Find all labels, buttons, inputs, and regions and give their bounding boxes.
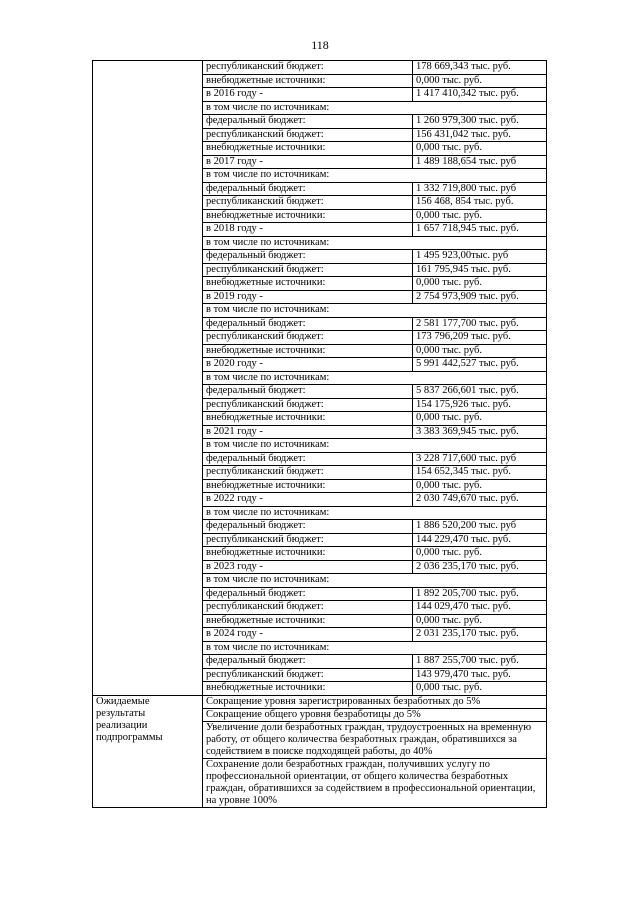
funding-amount-cell: 144 229,470 тыс. руб. [413,533,547,547]
funding-source-cell: в том числе по источникам: [203,101,547,115]
funding-amount-cell: 0,000 тыс. руб. [413,209,547,223]
funding-source-cell: республиканский бюджет: [203,466,413,480]
funding-source-cell: внебюджетные источники: [203,277,413,291]
funding-source-cell: федеральный бюджет: [203,250,413,264]
funding-amount-cell: 1 332 719,800 тыс. руб [413,182,547,196]
funding-amount-cell: 2 031 235,170 тыс. руб. [413,628,547,642]
funding-amount-cell: 144 029,470 тыс. руб. [413,601,547,615]
funding-source-cell: республиканский бюджет: [203,61,413,75]
funding-amount-cell: 154 652,345 тыс. руб. [413,466,547,480]
funding-amount-cell: 1 886 520,200 тыс. руб [413,520,547,534]
funding-source-cell: федеральный бюджет: [203,452,413,466]
funding-source-cell: внебюджетные источники: [203,614,413,628]
expected-result-item: Сохранение доли безработных граждан, получивших услугу по профессиональной ориентации, от общего количества безработных граждан, обратившихся за содействием в профессиональной ориентации, на уровне 100% [203,758,547,807]
funding-amount-cell: 5 991 442,527 тыс. руб. [413,358,547,372]
funding-source-cell: внебюджетные источники: [203,74,413,88]
funding-amount-cell: 1 657 718,945 тыс. руб. [413,223,547,237]
funding-source-cell: в том числе по источникам: [203,439,547,453]
funding-source-cell: федеральный бюджет: [203,587,413,601]
funding-amount-cell: 0,000 тыс. руб. [413,682,547,696]
funding-source-cell: внебюджетные источники: [203,209,413,223]
funding-amount-cell: 1 495 923,00тыс. руб [413,250,547,264]
financing-label-cell [93,61,203,696]
funding-amount-cell: 1 887 255,700 тыс. руб. [413,655,547,669]
funding-source-cell: в том числе по источникам: [203,641,547,655]
funding-amount-cell: 0,000 тыс. руб. [413,277,547,291]
funding-source-cell: в том числе по источникам: [203,304,547,318]
funding-amount-cell: 2 036 235,170 тыс. руб. [413,560,547,574]
funding-amount-cell: 2 754 973,909 тыс. руб. [413,290,547,304]
funding-source-cell: внебюджетные источники: [203,547,413,561]
funding-source-cell: федеральный бюджет: [203,115,413,129]
funding-amount-cell: 2 581 177,700 тыс. руб. [413,317,547,331]
funding-source-cell: в 2022 году - [203,493,413,507]
funding-amount-cell: 161 795,945 тыс. руб. [413,263,547,277]
funding-source-cell: федеральный бюджет: [203,317,413,331]
funding-source-cell: федеральный бюджет: [203,655,413,669]
funding-source-cell: в 2024 году - [203,628,413,642]
funding-source-cell: республиканский бюджет: [203,196,413,210]
funding-source-cell: в 2017 году - [203,155,413,169]
funding-amount-cell: 1 892 205,700 тыс. руб. [413,587,547,601]
funding-source-cell: в 2018 году - [203,223,413,237]
funding-amount-cell: 5 837 266,601 тыс. руб. [413,385,547,399]
funding-source-cell: в 2020 году - [203,358,413,372]
funding-source-cell: в 2023 году - [203,560,413,574]
funding-source-cell: в 2021 году - [203,425,413,439]
funding-amount-cell: 0,000 тыс. руб. [413,344,547,358]
funding-amount-cell: 0,000 тыс. руб. [413,614,547,628]
funding-source-cell: внебюджетные источники: [203,412,413,426]
funding-amount-cell: 0,000 тыс. руб. [413,479,547,493]
program-passport-table [92,60,547,808]
funding-source-cell: в 2016 году - [203,88,413,102]
expected-result-item: Сокращение общего уровня безработицы до 5% [203,708,547,721]
funding-amount-cell: 156 468, 854 тыс. руб. [413,196,547,210]
funding-source-cell: федеральный бюджет: [203,385,413,399]
funding-source-cell: в том числе по источникам: [203,574,547,588]
financing-row [93,61,547,75]
funding-source-cell: в том числе по источникам: [203,506,547,520]
funding-source-cell: в том числе по источникам: [203,371,547,385]
funding-amount-cell: 2 030 749,670 тыс. руб. [413,493,547,507]
funding-source-cell: республиканский бюджет: [203,331,413,345]
funding-amount-cell: 0,000 тыс. руб. [413,142,547,156]
expected-results-section [93,695,547,807]
funding-source-cell: внебюджетные источники: [203,344,413,358]
funding-amount-cell: 3 383 369,945 тыс. руб. [413,425,547,439]
funding-source-cell: внебюджетные источники: [203,682,413,696]
funding-amount-cell: 0,000 тыс. руб. [413,412,547,426]
funding-amount-cell: 154 175,926 тыс. руб. [413,398,547,412]
expected-result-item: Сокращение уровня зарегистрированных безработных до 5% [203,695,547,708]
funding-amount-cell: 178 669,343 тыс. руб. [413,61,547,75]
expected-result-item: Увеличение доли безработных граждан, трудоустроенных на временную работу, от общего количества безработных граждан, обратившихся за содействием в поиске подходящей работы, до 40% [203,721,547,758]
funding-source-cell: федеральный бюджет: [203,520,413,534]
funding-amount-cell: 0,000 тыс. руб. [413,74,547,88]
funding-source-cell: федеральный бюджет: [203,182,413,196]
funding-amount-cell: 1 417 410,342 тыс. руб. [413,88,547,102]
funding-source-cell: республиканский бюджет: [203,601,413,615]
funding-source-cell: республиканский бюджет: [203,398,413,412]
funding-amount-cell: 173 796,209 тыс. руб. [413,331,547,345]
expected-results-label: Ожидаемые результаты реализации подпрограммы [93,695,203,807]
funding-source-cell: в том числе по источникам: [203,236,547,250]
funding-amount-cell: 3 228 717,600 тыс. руб [413,452,547,466]
funding-source-cell: республиканский бюджет: [203,668,413,682]
financing-section [93,61,547,696]
funding-amount-cell: 143 979,470 тыс. руб. [413,668,547,682]
funding-source-cell: в 2019 году - [203,290,413,304]
funding-amount-cell: 1 489 188,654 тыс. руб [413,155,547,169]
funding-source-cell: республиканский бюджет: [203,263,413,277]
funding-amount-cell: 1 260 979,300 тыс. руб. [413,115,547,129]
funding-source-cell: республиканский бюджет: [203,128,413,142]
funding-source-cell: республиканский бюджет: [203,533,413,547]
page-number: 118 [311,38,329,52]
funding-source-cell: внебюджетные источники: [203,479,413,493]
expected-result-row [93,695,547,708]
funding-source-cell: внебюджетные источники: [203,142,413,156]
funding-amount-cell: 156 431,042 тыс. руб. [413,128,547,142]
funding-source-cell: в том числе по источникам: [203,169,547,183]
funding-amount-cell: 0,000 тыс. руб. [413,547,547,561]
